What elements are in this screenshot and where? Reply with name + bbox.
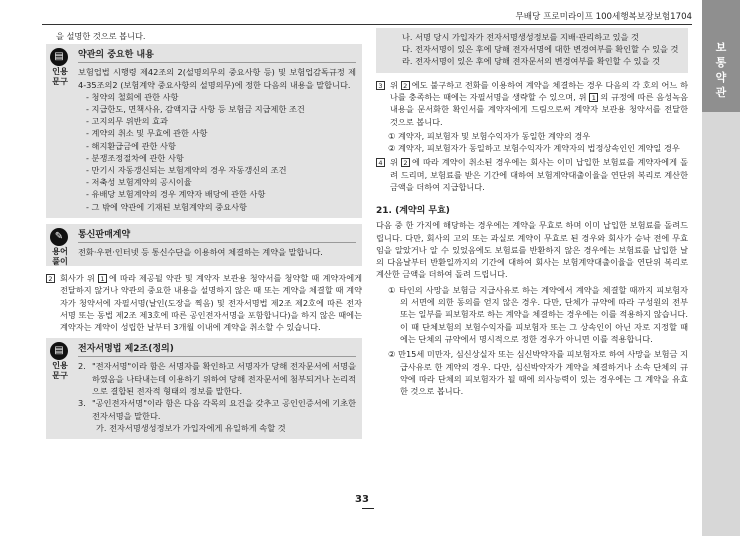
definition-subitem: 다. 전자서명이 있은 후에 당해 전자서명에 대한 변경여부를 확인할 수 있을 것 [402,44,679,55]
list-item: - 만기시 자동갱신되는 보험계약의 경우 자동갱신의 조건 [86,164,287,175]
side-tab-char: 통 [715,56,727,69]
box-divider [78,242,356,243]
clause-3-items [376,130,688,155]
page-number-underline [362,508,374,509]
box-label-text: 인용 문구 [52,66,68,87]
definition-subitem: 라. 전자서명이 있은 후에 당해 전자문서의 변경여부를 확인할 수 있을 것 [402,56,660,67]
quote-box-continued [376,28,688,73]
box-label [49,360,71,380]
list-item: ① 계약자, 피보험자 및 보험수익자가 동일한 계약의 경우 [388,130,591,141]
list-item: - 지급한도, 면책사유, 감액지급 사항 등 보험금 지급제한 조건 [86,103,305,114]
clause-number: 4 [376,158,385,167]
list-item: - 해지환급금에 관한 사항 [86,140,176,151]
clause-ref: 2 [401,81,410,90]
list-item: - 저축성 보험계약의 공시이율 [86,177,192,188]
box-label [49,246,71,266]
quote-box-important-terms [46,44,362,217]
page-number: 33 [355,494,369,505]
clause-4 [376,156,688,193]
box-text: 보험업법 시행령 제42조의 2(설명의무의 중요사항 등) 및 보험업감독규정 제4-35조의2 (보험계약 중요사항의 설명의무)에 정한 다음의 내용을 말합니다. [78,67,356,90]
clause-ref: 2 [401,158,410,167]
clause-3 [376,79,688,128]
clause-number: 2 [46,274,55,283]
list-item: - 청약의 철회에 관한 사항 [86,91,179,102]
article-text: 다음 중 한 가지에 해당하는 경우에는 계약을 무효로 하며 이미 납입한 보험료를 돌려드립니다. 다만, 회사의 고의 또는 과실로 계약이 무효로 된 경우와 회사가 승낙 전에 무효임을 알았거나 알 수 있었음에도 보험료를 반환하지 않은 경우에는 보험료를 납입한 날의 다음날부터 반환일까지의 기간에 대하여 회사는 보험계약대출이율을 연단위 복리로 계산한 금액을 더하여 돌려 드립니다. [376,220,688,280]
left-column [46,30,362,445]
list-item: - 분쟁조정절차에 관한 사항 [86,152,184,163]
running-header: 무배당 프로미라이프 100세행복보장보험1704 [515,12,692,22]
clause-ref: 1 [98,274,107,283]
list-item: - 계약의 취소 및 무효에 관한 사항 [86,128,208,139]
definition-subitem: 나. 서명 당시 가입자가 전자서명생성정보를 지배·관리하고 있을 것 [402,32,639,42]
list-item: - 유배당 보험계약의 경우 계약자 배당에 관한 사항 [86,189,266,200]
box-title: 약관의 중요한 내용 [78,50,154,61]
clause-2 [46,272,362,333]
definition-item: 2. "전자서명"이라 함은 서명자를 확인하고 서명자가 당해 전자문서에 서명을 하였음을 나타내는데 이용하기 위하여 당해 전자문서에 첨부되거나 논리적으로 결합된 전자적 형태의 정보를 말한다. [78,361,356,397]
clause-ref: 1 [589,93,598,102]
box-divider [78,356,356,357]
list-item: - 고지의무 위반의 효과 [86,116,168,127]
right-column [376,30,688,397]
side-tab-general-terms[interactable] [702,0,740,112]
box-label-text: 인용 문구 [52,360,68,381]
box-title: 통신판매계약 [78,229,131,240]
box-label [49,66,71,86]
box-title: 전자서명법 제2조(정의) [78,344,174,355]
definition-subitem: 가. 전자서명생성정보가 가입자에게 유일하게 속할 것 [96,422,286,433]
term-box-mail-order [46,224,362,266]
list-item: ② 만15세 미만자, 심신상실자 또는 심신박약자를 피보험자로 하여 사망을 보험금 지급사유로 한 계약의 경우. 다만, 심신박약자가 계약을 체결하거나 소속 단체의 규약에 따라 단체의 피보험자가 될 때에 의사능력이 있는 경우에는 그 계약을 유효한 것으로 봅니다. [388,349,688,397]
list-item: ① 타인의 사망을 보험금 지급사유로 하는 계약에서 계약을 체결할 때까지 피보험자의 서면에 의한 동의를 얻지 않은 경우. 다만, 단체가 규약에 따라 구성원의 전부 또는 일부를 피보험자로 하는 계약을 체결하는 경우에는 이를 적용하지 않습니다. 이 때 단체보험의 보험수익자를 피보험자 또는 그 상속인이 아닌 자로 지정할 때에는 단체의 규약에서 명시적으로 정한 경우가 아니면 이를 적용합니다. [388,284,688,344]
box-label-text: 용어 풀이 [52,245,68,266]
intro-text: 을 설명한 것으로 봅니다. [56,31,146,41]
side-tab-char: 약 [715,71,727,84]
definition-item: 3. "공인전자서명"이라 함은 다음 각목의 요건을 갖추고 공인인증서에 기초한 전자서명을 말한다. [78,398,356,421]
book-icon: ▤ [50,48,68,66]
pencil-icon: ✎ [50,228,68,246]
article-title: 21. (계약의 무효) [376,206,450,217]
side-tab-char: 보 [715,41,727,54]
box-text: 전화·우편·인터넷 등 통신수단을 이용하여 체결하는 계약을 말합니다. [78,246,323,257]
clause-text: 회사가 위 1 에 따라 제공될 약관 및 계약자 보관용 청약서를 청약할 때 계약자에게 전달하지 않거나 약관의 중요한 내용을 설명하지 않은 때 또는 계약을 체결할 때 계약자가 청약서에 자필서명(날인(도장을 찍음) 및 전자서명법 제2조 제2호에 따른 전자서명 또는 동법 제2조 제3호에 따른 공인전자서명을 포함합니다)을 하지 않은 때에는 계약자는 계약이 성립한 날부터 3개월 이내에 계약을 취소할 수 있습니다. [60,272,363,333]
side-tab-char: 관 [715,86,727,99]
list-item: ② 계약자, 피보험자가 동일하고 보험수익자가 계약자의 법정상속인인 계약일 경우 [388,143,680,154]
article-items [376,284,688,398]
box-divider [78,62,356,63]
quote-box-e-signature [46,338,362,439]
book-icon: ▤ [50,342,68,360]
clause-text: 위 2 에 따라 계약이 취소된 경우에는 회사는 이미 납입한 보험료를 계약자에게 돌려 드리며, 보험료를 받은 기간에 대하여 보험계약대출이율을 연단위 복리로 계산한 금액을 더하여 지급합니다. [390,157,688,192]
list-item: - 그 밖에 약관에 기재된 보험계약의 중요사항 [86,201,247,212]
header-rule [42,24,692,25]
side-tab-bar [702,0,740,536]
clause-text: 위 2 에도 불구하고 전화를 이용하여 계약을 체결하는 경우 다음의 각 호의 어느 하나를 충족하는 때에는 자필서명을 생략할 수 있으며, 위 1 의 규정에 따른 음성녹음 내용을 문서화한 확인서를 계약자에게 드림으로써 계약자 보관용 청약서를 전달한 것으로 봅니다. [390,79,688,127]
clause-number: 3 [376,81,385,90]
